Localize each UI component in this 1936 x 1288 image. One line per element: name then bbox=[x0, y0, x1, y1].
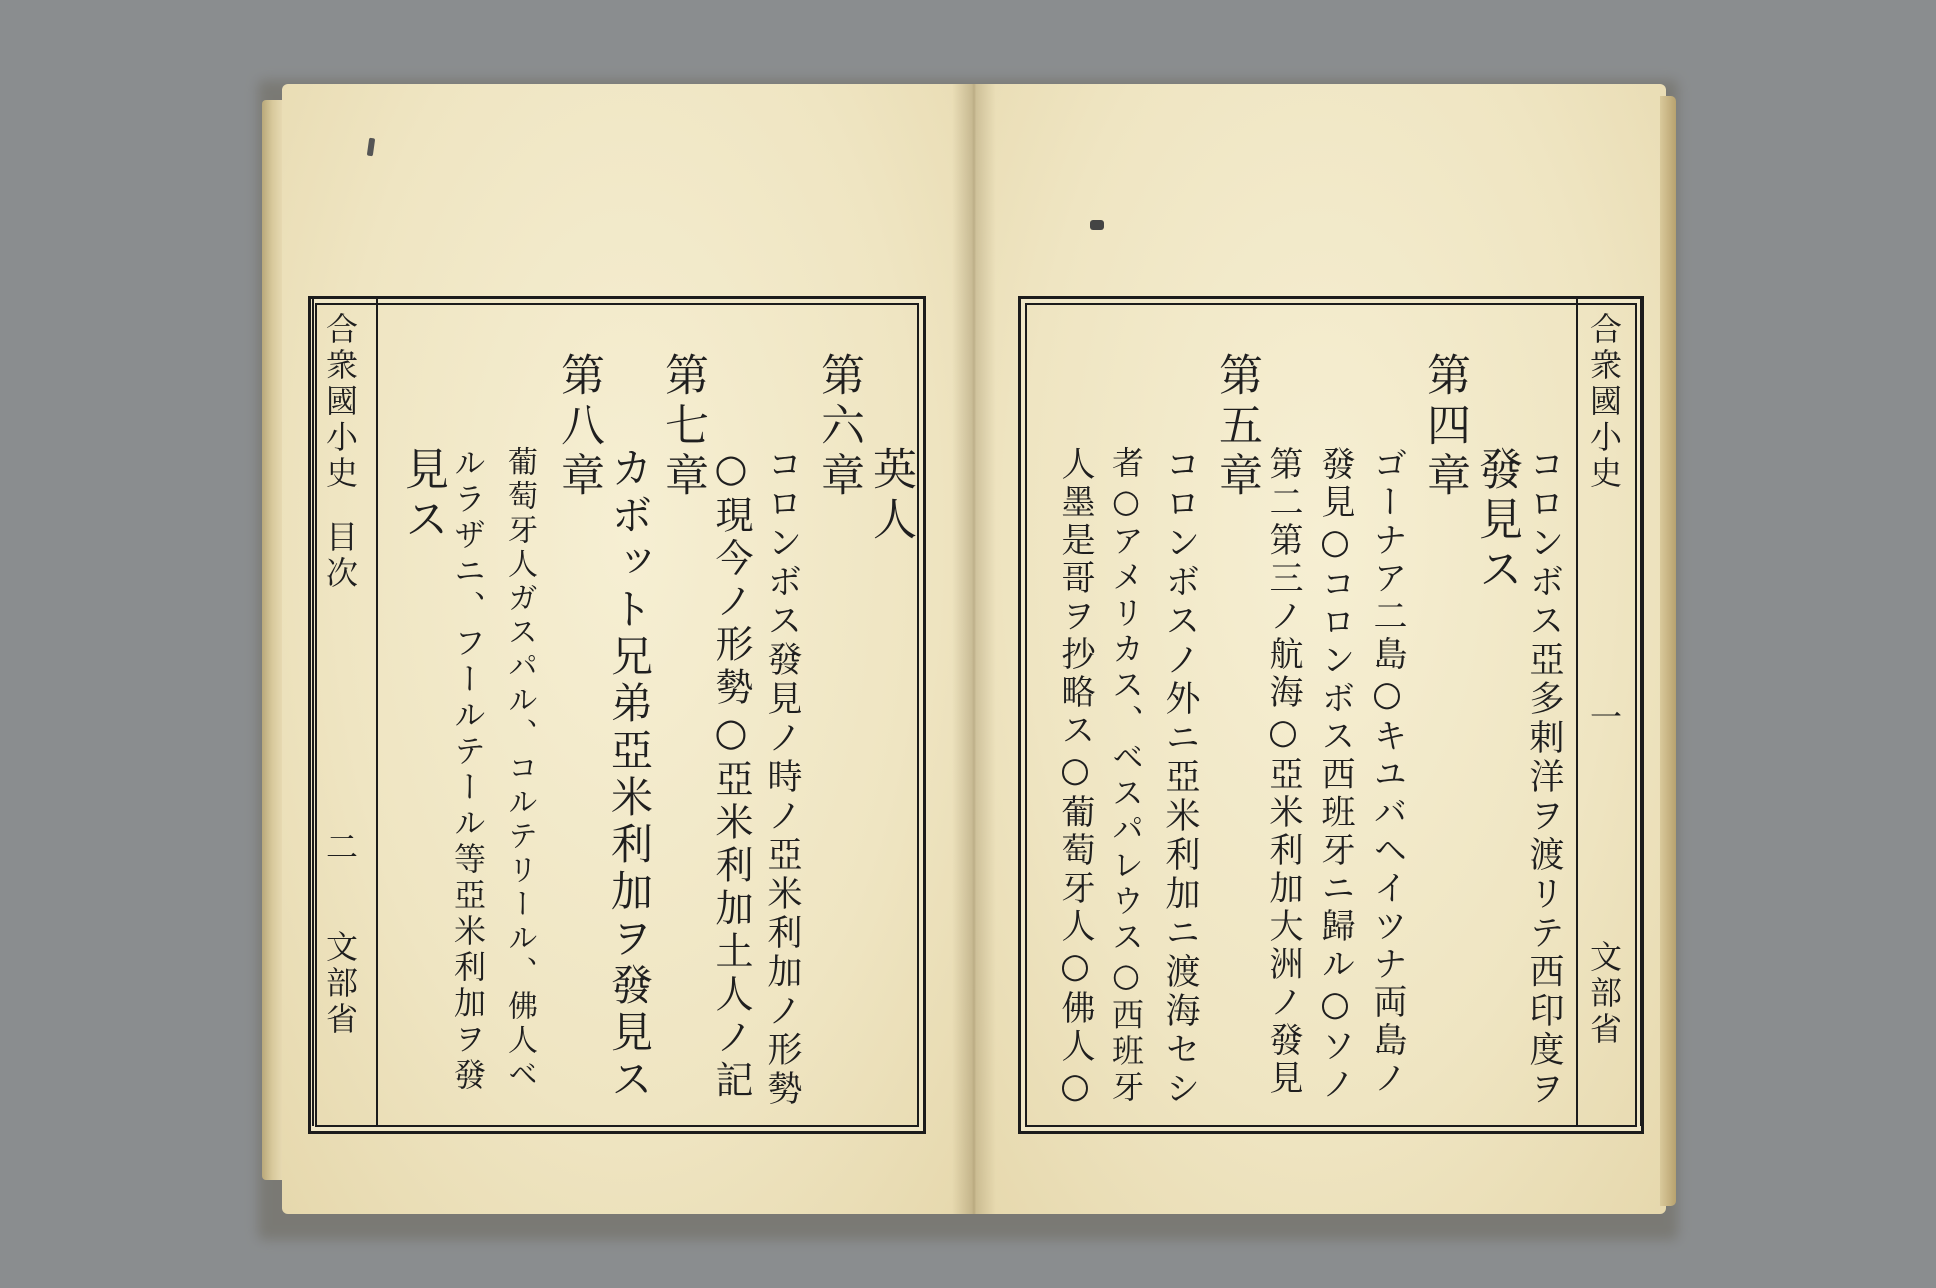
page-edge bbox=[1660, 96, 1676, 1206]
left-column-2: 第六章 bbox=[813, 352, 864, 502]
left-column-1: 英人 bbox=[865, 446, 916, 546]
right-column-2: 發見ス bbox=[1471, 446, 1522, 596]
right-column-7: 第五章 bbox=[1211, 352, 1262, 502]
right-column-10: 人墨是哥ヲ抄略ス○葡萄牙人○佛人○ bbox=[1055, 446, 1095, 1110]
left-column-4: ○現今ノ形勢○亞米利加土人ノ記 bbox=[709, 446, 753, 1103]
right-column-3: 第四章 bbox=[1419, 352, 1470, 502]
right-column-9: 者○アメリカス、ベスパレウス○西班牙 bbox=[1107, 446, 1145, 1106]
right-margin-publisher: 文部省 bbox=[1585, 940, 1623, 1048]
left-column-3: コロンボス發見ノ時ノ亞米利加ノ形勢 bbox=[762, 446, 802, 1109]
left-margin-section: 目次 bbox=[321, 520, 359, 592]
left-column-10: 見ス bbox=[397, 446, 448, 546]
book-gutter bbox=[952, 84, 996, 1214]
right-margin-page: 一 bbox=[1585, 700, 1623, 736]
left-margin-title: 合衆國小史 bbox=[321, 312, 359, 492]
left-margin-page: 二 bbox=[321, 830, 359, 866]
right-column-5: 發見○コロンボス西班牙ニ歸ル○ソノ bbox=[1315, 446, 1355, 1104]
right-column-6: 第二第三ノ航海○亞米利加大洲ノ發見 bbox=[1263, 446, 1303, 1098]
left-column-6: カボット兄弟亞米利加ヲ發見ス bbox=[605, 446, 654, 1104]
left-column-9: ルラザニ、フールテール等亞米利加ヲ發 bbox=[449, 446, 487, 1094]
right-margin-title: 合衆國小史 bbox=[1585, 312, 1623, 492]
binding-mark bbox=[1090, 220, 1104, 230]
left-column-5: 第七章 bbox=[657, 352, 708, 502]
right-column-8: コロンボスノ外ニ亞米利加ニ渡海セシ bbox=[1160, 446, 1200, 1109]
left-column-8: 葡萄牙人ガスパル、コルテリール、佛人ベ bbox=[502, 446, 537, 1092]
right-column-1: コロンボス亞多剌洋ヲ渡リテ西印度ヲ bbox=[1524, 446, 1564, 1109]
left-margin-publisher: 文部省 bbox=[321, 930, 359, 1038]
left-column-7: 第八章 bbox=[553, 352, 604, 502]
right-column-4: ゴーナア二島○キユバヘイツナ両島ノ bbox=[1367, 446, 1407, 1098]
